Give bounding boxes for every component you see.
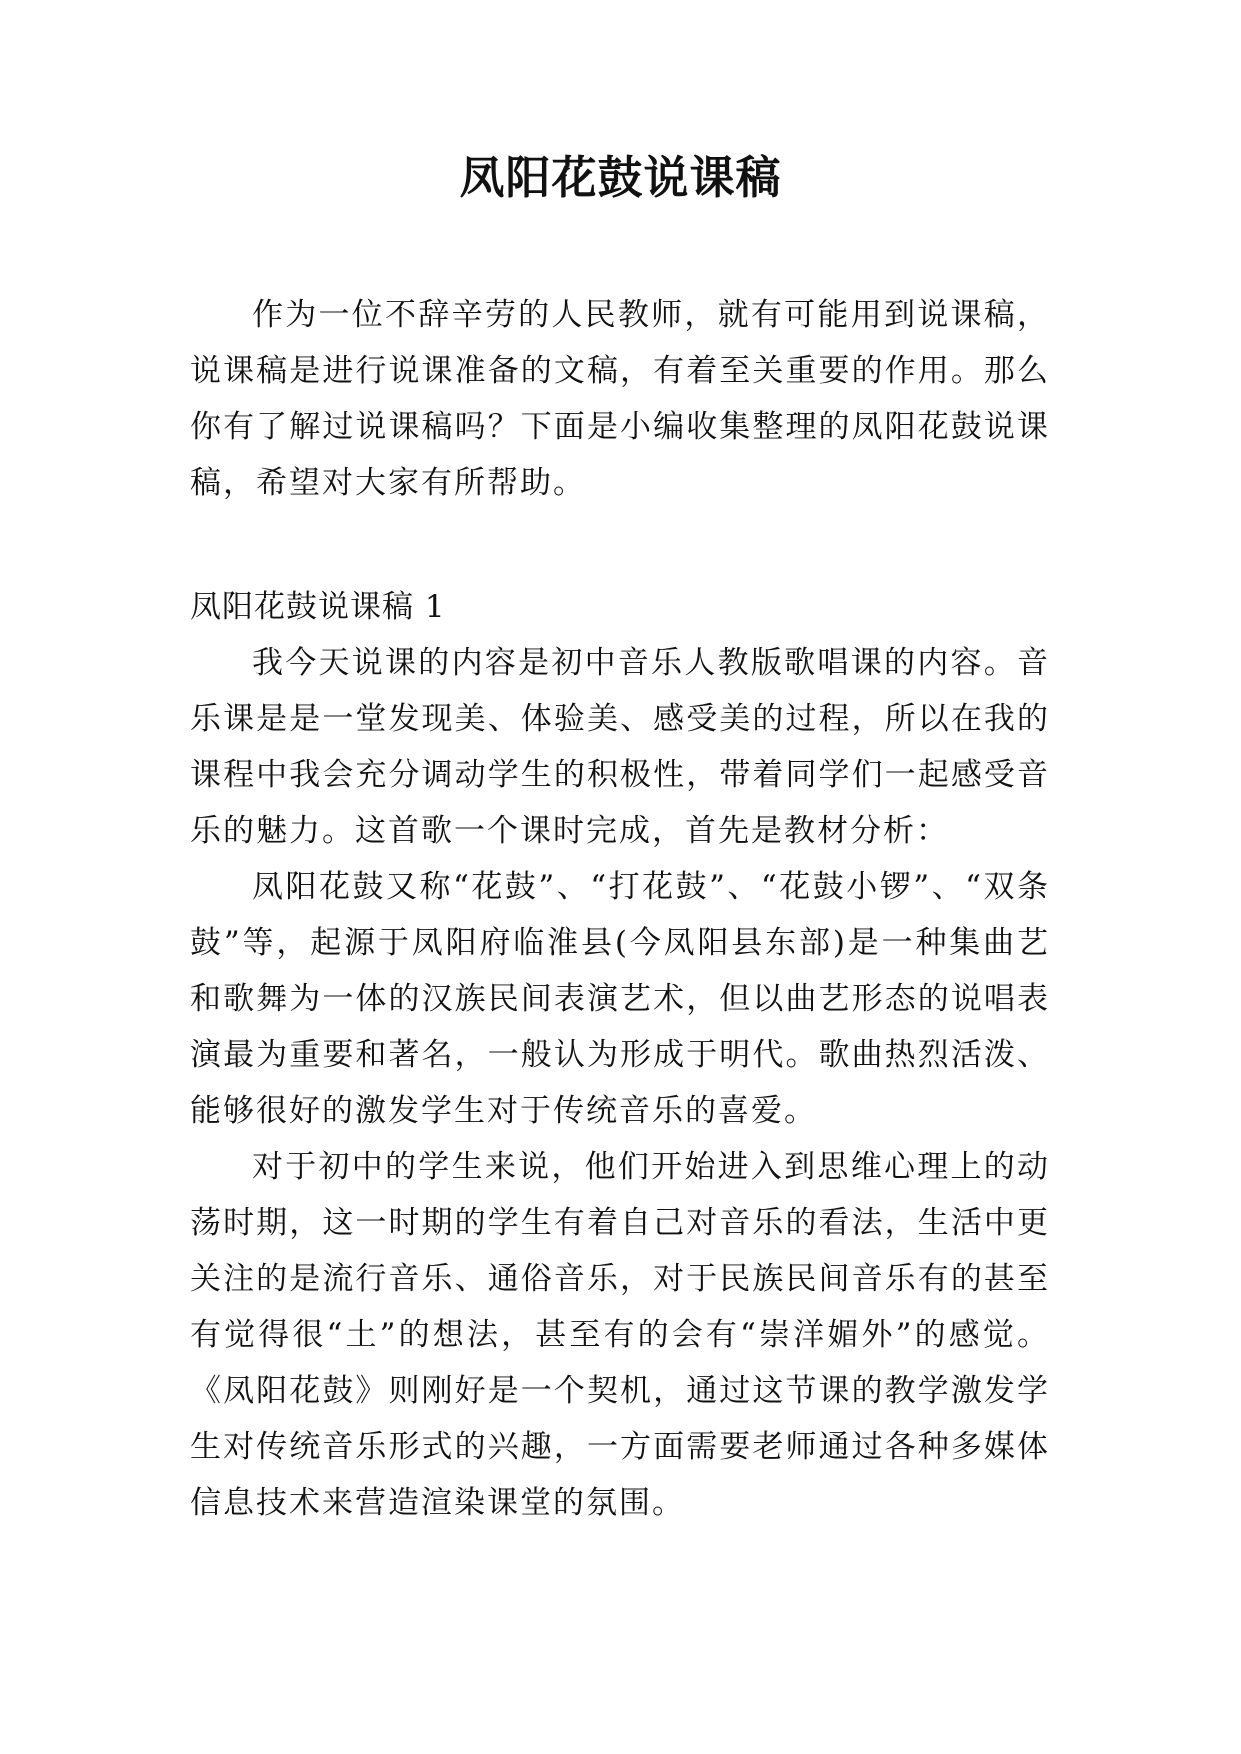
section-paragraph-2: 凤阳花鼓又称“花鼓”、“打花鼓”、“花鼓小锣”、“双条鼓”等，起源于凤阳府临淮县(今凤阳县东部)是一种集曲艺和歌舞为一体的汉族民间表演艺术，但以曲艺形态的说唱表演最为重要和著名，一般认为形成于明代。歌曲热烈活泼、能够很好的激发学生对于传统音乐的喜爱。 xyxy=(190,869,1050,1129)
section-body xyxy=(190,635,1050,1531)
section-paragraph-3: 对于初中的学生来说，他们开始进入到思维心理上的动荡时期，这一时期的学生有着自己对音乐的看法，生活中更关注的是流行音乐、通俗音乐，对于民族民间音乐有的甚至有觉得很“土”的想法，甚至有的会有“崇洋媚外”的感觉。《凤阳花鼓》则刚好是一个契机，通过这节课的教学激发学生对传统音乐形式的兴趣，一方面需要老师通过各种多媒体信息技术来营造渲染课堂的氛围。 xyxy=(190,1149,1050,1521)
section-paragraph-1: 我今天说课的内容是初中音乐人教版歌唱课的内容。音乐课是是一堂发现美、体验美、感受美的过程，所以在我的课程中我会充分调动学生的积极性，带着同学们一起感受音乐的魅力。这首歌一个课时完成，首先是教材分析： xyxy=(190,645,1050,849)
section-heading: 凤阳花鼓说课稿 1 xyxy=(190,589,446,625)
intro-paragraph: 作为一位不辞辛劳的人民教师，就有可能用到说课稿，说课稿是进行说课准备的文稿，有着至关重要的作用。那么你有了解过说课稿吗？下面是小编收集整理的凤阳花鼓说课稿，希望对大家有所帮助。 xyxy=(190,297,1050,501)
intro-block xyxy=(190,287,1050,511)
document-title: 凤阳花鼓说课稿 xyxy=(459,151,782,204)
